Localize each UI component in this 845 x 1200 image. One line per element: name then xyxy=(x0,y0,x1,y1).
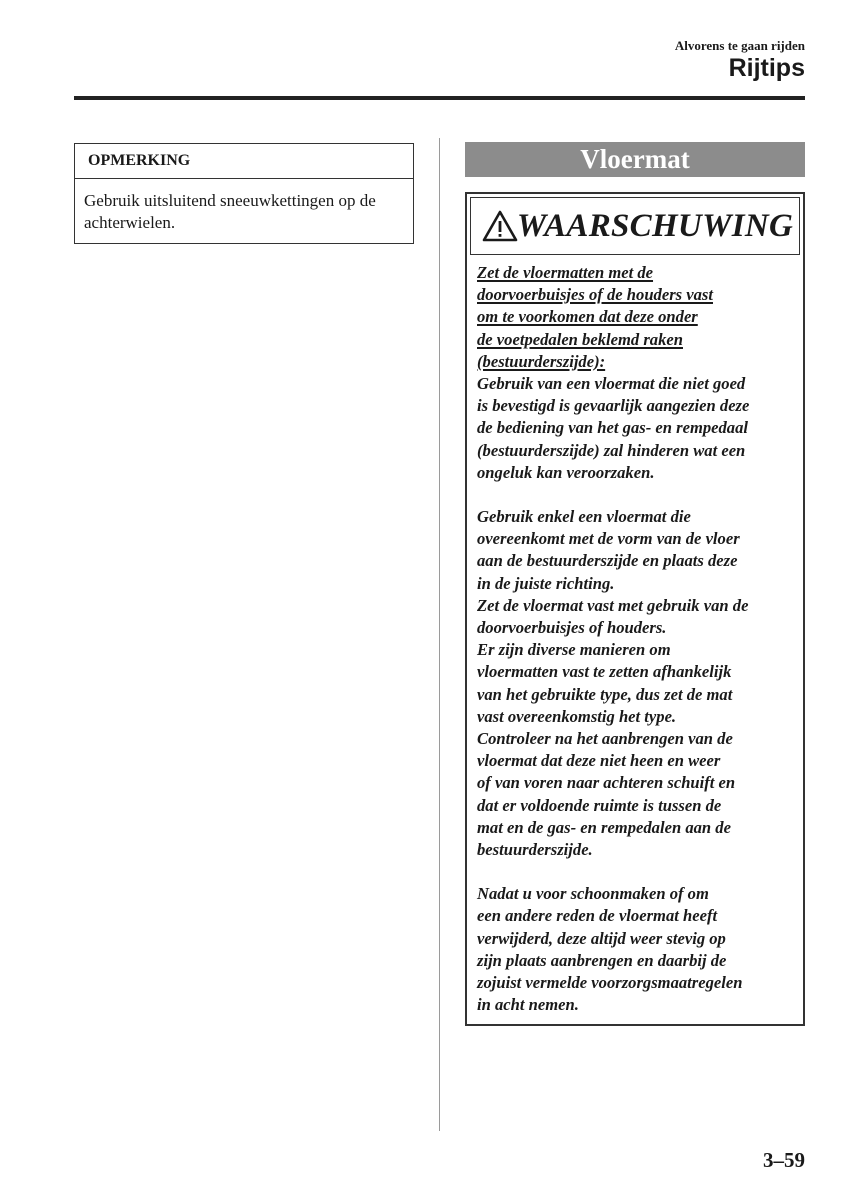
warning-line: vast overeenkomstig het type. xyxy=(477,706,677,726)
warning-line: Gebruik enkel een vloermat die xyxy=(477,507,691,527)
warning-line: vloermat dat deze niet heen en weer xyxy=(477,751,721,771)
chapter-heading: Alvorens te gaan rijden xyxy=(674,38,805,53)
warning-line: Controleer na het aanbrengen van de xyxy=(477,729,733,749)
warning-line: verwijderd, deze altijd weer stevig op xyxy=(477,928,726,948)
warning-line: Nadat u voor schoonmaken of om xyxy=(477,884,709,904)
warning-line: (bestuurderszijde): xyxy=(477,351,606,371)
warning-line: bestuurderszijde. xyxy=(477,840,593,860)
warning-paragraph-3 xyxy=(477,883,802,1016)
warning-line: van het gebruikte type, dus zet de mat xyxy=(477,684,733,704)
warning-line: vloermatten vast te zetten afhankelijk xyxy=(477,662,732,682)
section-heading: Rijtips xyxy=(728,54,805,82)
warning-line: zojuist vermelde voorzorgsmaatregelen xyxy=(477,973,743,993)
warning-line: aan de bestuurderszijde en plaats deze xyxy=(477,551,738,571)
section-title-band xyxy=(465,142,805,177)
warning-line: is bevestigd is gevaarlijk aangezien deze xyxy=(477,396,750,416)
warning-line: dat er voldoende ruimte is tussen de xyxy=(477,795,722,815)
warning-line: Zet de vloermat vast met gebruik van de xyxy=(477,595,749,615)
note-heading: OPMERKING xyxy=(75,144,413,179)
warning-line: de bediening van het gas- en rempedaal xyxy=(477,418,749,438)
warning-header xyxy=(470,197,800,255)
warning-line: Zet de vloermatten met de xyxy=(477,263,654,282)
warning-paragraph-underlined xyxy=(477,262,802,373)
warning-line: in acht nemen. xyxy=(477,995,579,1015)
page-number: 3–59 xyxy=(763,1148,805,1172)
note-text: Gebruik uitsluitend sneeuwkettingen op de achterwielen. xyxy=(84,191,376,232)
warning-line: zijn plaats aanbrengen en daarbij de xyxy=(477,950,727,970)
warning-line: om te voorkomen dat deze onder xyxy=(477,307,698,327)
column-divider xyxy=(439,138,440,1131)
warning-title: WAARSCHUWING xyxy=(516,207,794,244)
warning-box xyxy=(465,192,805,1026)
section-title: Vloermat xyxy=(580,144,690,174)
warning-line: Gebruik van een vloermat die niet goed xyxy=(477,374,746,394)
warning-line: (bestuurderszijde) zal hinderen wat een xyxy=(477,440,746,460)
warning-line: doorvoerbuisjes of houders. xyxy=(477,618,667,638)
warning-line: doorvoerbuisjes of de houders vast xyxy=(477,285,713,305)
warning-body xyxy=(477,262,802,1017)
warning-line: Er zijn diverse manieren om xyxy=(477,640,671,660)
warning-line: ongeluk kan veroorzaken. xyxy=(477,462,655,482)
warning-paragraph-1 xyxy=(477,373,802,484)
warning-triangle-icon xyxy=(482,210,518,242)
header-rule xyxy=(74,96,805,100)
warning-line: de voetpedalen beklemd raken xyxy=(477,329,683,349)
warning-line: of van voren naar achteren schuift en xyxy=(477,773,736,793)
warning-line: in de juiste richting. xyxy=(477,573,615,593)
warning-line: mat en de gas- en rempedalen aan de xyxy=(477,817,731,837)
warning-paragraph-2 xyxy=(477,506,802,861)
warning-line: overeenkomt met de vorm van de vloer xyxy=(477,529,740,549)
note-box xyxy=(74,143,414,244)
warning-line: een andere reden de vloermat heeft xyxy=(477,906,718,926)
